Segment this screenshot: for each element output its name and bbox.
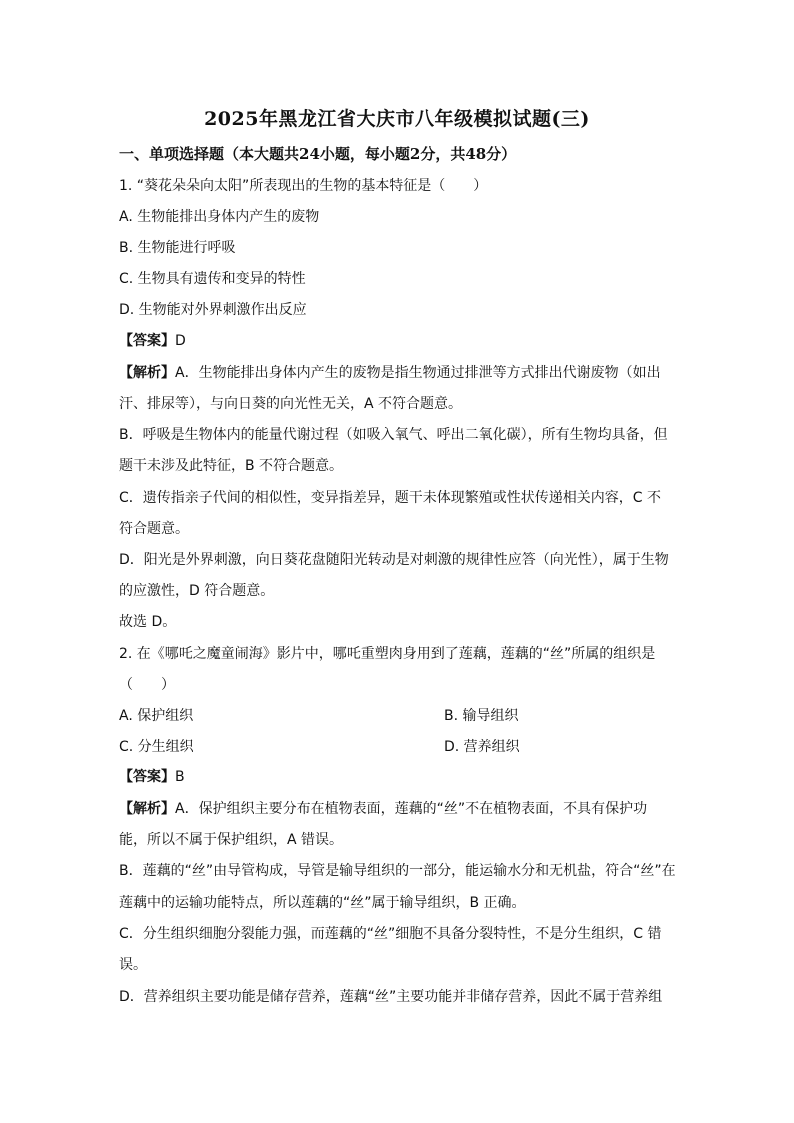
question-2-stem: 2. 在《哪吒之魔童闹海》影片中，哪吒重塑肉身用到了莲藕，莲藕的“丝”所属的组织是	[119, 646, 656, 662]
question-1-conclusion: 故选 D。	[119, 614, 177, 630]
question-2-option-d: D. 营养组织	[444, 739, 520, 755]
question-1-option-c: C. 生物具有遗传和变异的特性	[119, 271, 306, 287]
question-1-analysis-line: 汗、排尿等），与向日葵的向光性无关，A 不符合题意。	[119, 396, 463, 412]
question-1-option-a: A. 生物能排出身体内产生的废物	[119, 209, 320, 225]
question-2-stem-blank: （ ）	[119, 677, 175, 693]
question-1-option-b: B. 生物能进行呼吸	[119, 240, 236, 256]
question-2-analysis-line: 误。	[119, 957, 147, 973]
question-1-answer	[119, 332, 186, 350]
question-2-analysis-line: 莲藕中的运输功能特点，所以莲藕的“丝”属于输导组织，B 正确。	[119, 895, 526, 911]
section-heading: 一、单项选择题（本大题共24小题，每小题2分，共48分）	[119, 145, 517, 163]
analysis-tag: 【解析】	[119, 365, 175, 381]
analysis-tag: 【解析】	[119, 801, 175, 817]
question-1-stem: 1. “葵花朵朵向太阳”所表现出的生物的基本特征是（ ）	[119, 178, 488, 194]
question-1-analysis-line: C．遗传指亲子代间的相似性，变异指差异，题干未体现繁殖或性状传递相关内容，C 不	[119, 490, 661, 506]
question-1-analysis-line: 的应激性，D 符合题意。	[119, 583, 275, 599]
question-1-analysis-line: 符合题意。	[119, 521, 189, 537]
answer-value: D	[175, 333, 186, 349]
question-1-analysis-line: 题干未涉及此特征，B 不符合题意。	[119, 458, 344, 474]
question-2-option-a: A. 保护组织	[119, 708, 194, 724]
question-2-analysis-line: B．莲藕的“丝”由导管构成，导管是输导组织的一部分，能运输水分和无机盐，符合“丝”在	[119, 863, 676, 879]
question-2-analysis-line	[119, 800, 647, 818]
question-2-answer	[119, 768, 185, 786]
question-1-analysis-line: B．呼吸是生物体内的能量代谢过程（如吸入氧气、呼出二氧化碳），所有生物均具备，但	[119, 427, 668, 443]
answer-value: B	[175, 769, 185, 785]
question-1-analysis-line: D．阳光是外界刺激，向日葵花盘随阳光转动是对刺激的规律性应答（向光性），属于生物	[119, 552, 669, 568]
question-2-analysis-line: 能，所以不属于保护组织，A 错误。	[119, 832, 344, 848]
document-title: 2025年黑龙江省大庆市八年级模拟试题(三)	[204, 108, 590, 130]
question-2-analysis-line: C．分生组织细胞分裂能力强，而莲藕的“丝”细胞不具备分裂特性，不是分生组织，C 错	[119, 926, 662, 942]
question-2-option-c: C. 分生组织	[119, 739, 194, 755]
question-1-analysis-line	[119, 364, 661, 382]
question-2-analysis-line: D．营养组织主要功能是储存营养，莲藕“丝”主要功能并非储存营养，因此不属于营养组	[119, 989, 663, 1005]
analysis-text: A．保护组织主要分布在植物表面，莲藕的“丝”不在植物表面，不具有保护功	[175, 801, 648, 817]
analysis-text: A．生物能排出身体内产生的废物是指生物通过排泄等方式排出代谢废物（如出	[175, 365, 661, 381]
question-2-option-b: B. 输导组织	[444, 708, 519, 724]
question-1-option-d: D. 生物能对外界刺激作出反应	[119, 302, 307, 318]
answer-tag: 【答案】	[119, 769, 175, 785]
answer-tag: 【答案】	[119, 333, 175, 349]
